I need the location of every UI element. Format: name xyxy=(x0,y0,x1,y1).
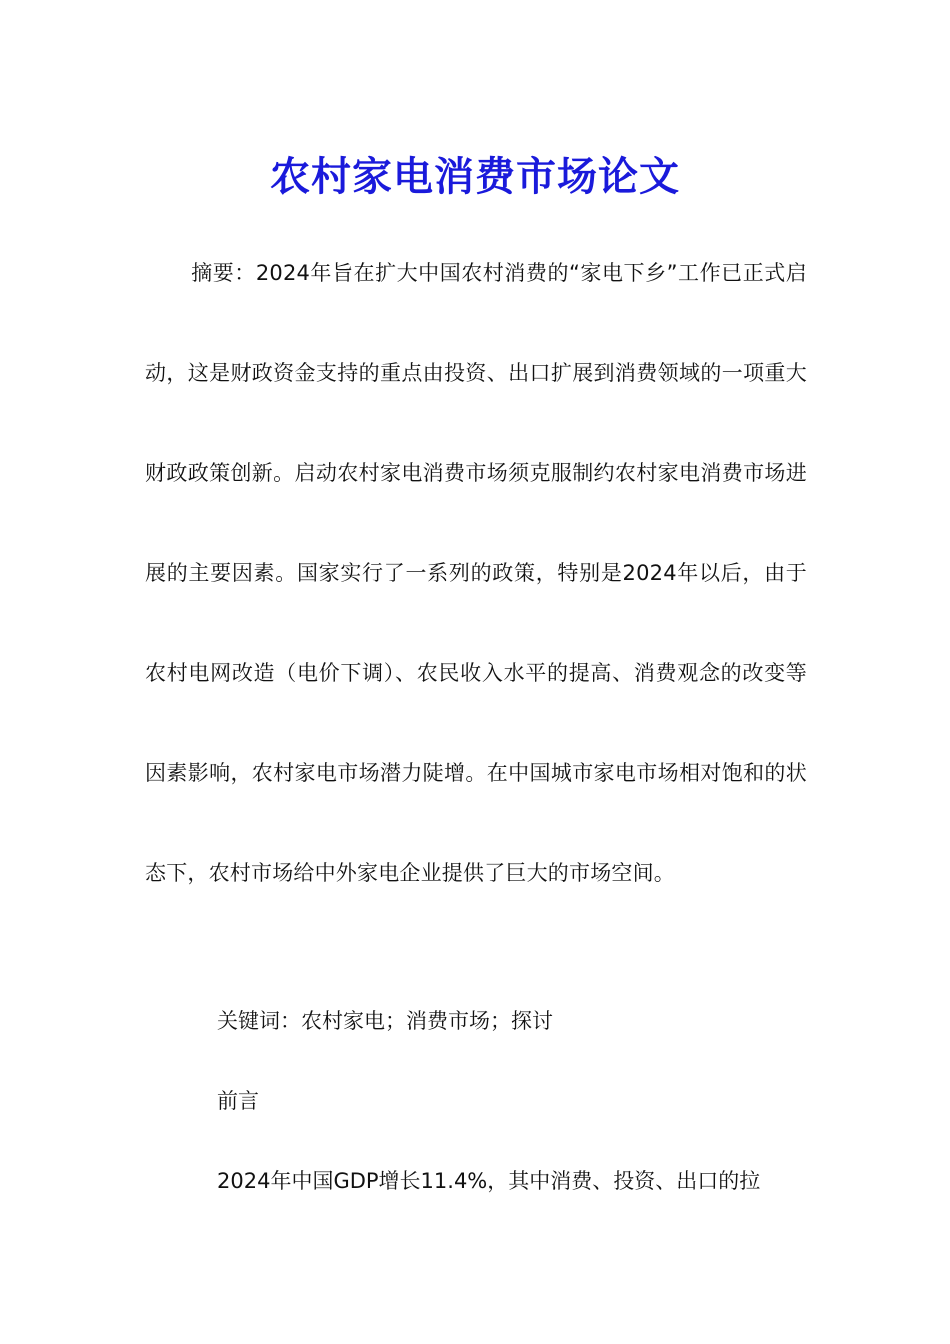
abstract-paragraph: 摘要：2024年旨在扩大中国农村消费的“家电下乡”工作已正式启动，这是财政资金支持的重点由投资、出口扩展到消费领域的一项重大财政政策创新。启动农村家电消费市场须克服制约农村家电消费市场进展的主要因素。国家实行了一系列的政策，特别是2024年以后，由于农村电网改造（电价下调）、农民收入水平的提高、消费观念的改变等因素影响，农村家电市场潜力陡增。在中国城市家电市场相对饱和的状态下，农村市场给中外家电企业提供了巨大的市场空间。 xyxy=(145,261,807,885)
body-paragraph: 2024年中国GDP增长11.4%，其中消费、投资、出口的拉 xyxy=(217,1169,761,1193)
preface-heading: 前言 xyxy=(217,1089,259,1113)
document-title: 农村家电消费市场论文 xyxy=(270,152,680,200)
keywords-line: 关键词：农村家电；消费市场；探讨 xyxy=(217,1009,553,1033)
